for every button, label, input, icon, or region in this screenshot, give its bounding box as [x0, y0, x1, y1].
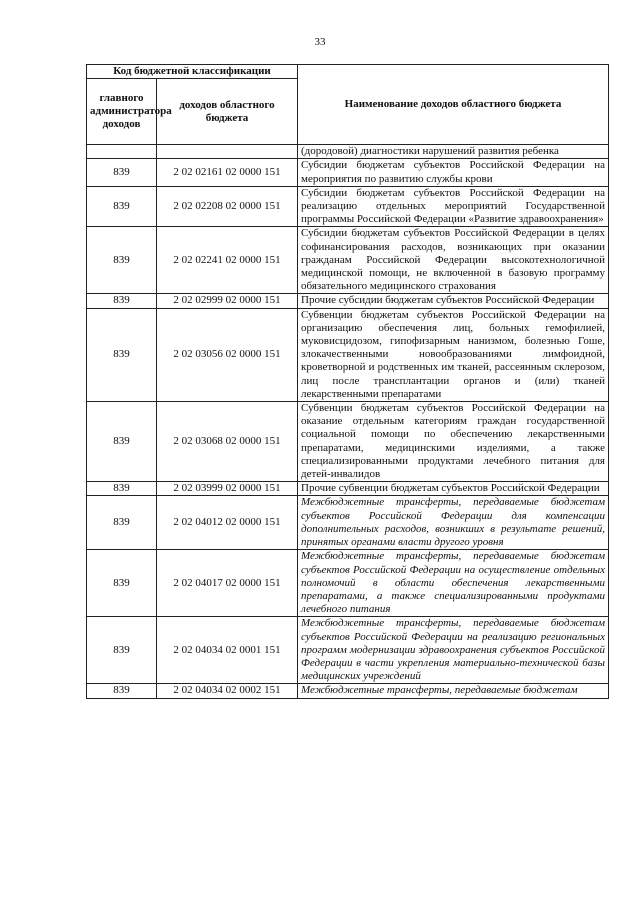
- table-row: [87, 227, 609, 294]
- income-name-cell: Субвенции бюджетам субъектов Российской Федерации на организацию обеспечения лиц, больных гемофилией, муковисцидозом, гипофизарным нанизмом, болезнью Гоше, злокачественными новообразованиями лимфоидной, кроветворной и родственных им тканей, рассеянным склерозом, лиц после трансплантации органов и (или) тканей лекарственными препаратами: [298, 308, 609, 401]
- table-row: [87, 159, 609, 186]
- table-row: [87, 496, 609, 550]
- income-code-cell: 2 02 02161 02 0000 151: [157, 159, 298, 186]
- income-code-cell: 2 02 02241 02 0000 151: [157, 227, 298, 294]
- income-code-cell: 2 02 02208 02 0000 151: [157, 186, 298, 227]
- income-name-cell: Межбюджетные трансферты, передаваемые бюджетам субъектов Российской Федерации для компенсации дополнительных расходов, возникших в результате решений, принятых органами власти другого уровня: [298, 496, 609, 550]
- table-row: [87, 308, 609, 401]
- header-income-cell: доходов областного бюджета: [157, 79, 298, 145]
- budget-classification-table: [86, 64, 609, 699]
- table-row: [87, 294, 609, 308]
- income-code-cell: 2 02 04034 02 0002 151: [157, 684, 298, 698]
- admin-code-cell: 839: [87, 308, 157, 401]
- table-row: [87, 617, 609, 684]
- income-name-cell: Межбюджетные трансферты, передаваемые бюджетам субъектов Российской Федерации на реализацию региональных программ модернизации здравоохранения субъектов Российской Федерации в части укрепления материально-технической базы медицинских учреждений: [298, 617, 609, 684]
- admin-code-cell: 839: [87, 617, 157, 684]
- table-row: [87, 550, 609, 617]
- income-name-cell: Межбюджетные трансферты, передаваемые бюджетам: [298, 684, 609, 698]
- income-name-cell: Прочие субсидии бюджетам субъектов Российской Федерации: [298, 294, 609, 308]
- income-name-cell: Межбюджетные трансферты, передаваемые бюджетам субъектов Российской Федерации на осуществление отдельных полномочий в области обеспечения лекарственными препаратами, а также специализированными продуктами лечебного питания: [298, 550, 609, 617]
- income-code-cell: 2 02 04034 02 0001 151: [157, 617, 298, 684]
- income-code-cell: 2 02 03068 02 0000 151: [157, 402, 298, 482]
- table-row: [87, 684, 609, 698]
- header-group-cell: Код бюджетной классификации: [87, 65, 298, 79]
- income-code-cell: 2 02 02999 02 0000 151: [157, 294, 298, 308]
- header-name-cell: Наименование доходов областного бюджета: [298, 65, 609, 145]
- admin-code-cell: 839: [87, 186, 157, 227]
- admin-code-cell: 839: [87, 550, 157, 617]
- continuation-row: [87, 145, 609, 159]
- admin-code-cell: 839: [87, 159, 157, 186]
- income-name-cell: Субсидии бюджетам субъектов Российской Федерации на мероприятия по развитию службы крови: [298, 159, 609, 186]
- table-row: [87, 402, 609, 482]
- income-name-cell: Субсидии бюджетам субъектов Российской Федерации в целях софинансирования расходов, возникающих при оказании гражданам Российской Федерации высокотехнологичной медицинской помощи, не включенной в базовую программу обязательного медицинского страхования: [298, 227, 609, 294]
- admin-code-cell: 839: [87, 496, 157, 550]
- continuation-name-cell: (дородовой) диагностики нарушений развития ребенка: [298, 145, 609, 159]
- table-row: [87, 186, 609, 227]
- income-name-cell: Прочие субвенции бюджетам субъектов Российской Федерации: [298, 482, 609, 496]
- page-number: 33: [314, 36, 326, 48]
- continuation-admin-cell: [87, 145, 157, 159]
- admin-code-cell: 839: [87, 227, 157, 294]
- income-code-cell: 2 02 03056 02 0000 151: [157, 308, 298, 401]
- admin-code-cell: 839: [87, 294, 157, 308]
- admin-code-cell: 839: [87, 482, 157, 496]
- income-name-cell: Субсидии бюджетам субъектов Российской Федерации на реализацию отдельных мероприятий Государственной программы Российской Федерации «Развитие здравоохранения»: [298, 186, 609, 227]
- header-admin-cell: главного администратора доходов: [87, 79, 157, 145]
- table-row: [87, 482, 609, 496]
- continuation-code-cell: [157, 145, 298, 159]
- admin-code-cell: 839: [87, 684, 157, 698]
- income-code-cell: 2 02 04017 02 0000 151: [157, 550, 298, 617]
- income-name-cell: Субвенции бюджетам субъектов Российской Федерации на оказание отдельным категориям граждан государственной социальной помощи по обеспечению лекарственными препаратами, медицинскими изделиями, а также специализированными продуктами лечебного питания для детей-инвалидов: [298, 402, 609, 482]
- admin-code-cell: 839: [87, 402, 157, 482]
- income-code-cell: 2 02 04012 02 0000 151: [157, 496, 298, 550]
- income-code-cell: 2 02 03999 02 0000 151: [157, 482, 298, 496]
